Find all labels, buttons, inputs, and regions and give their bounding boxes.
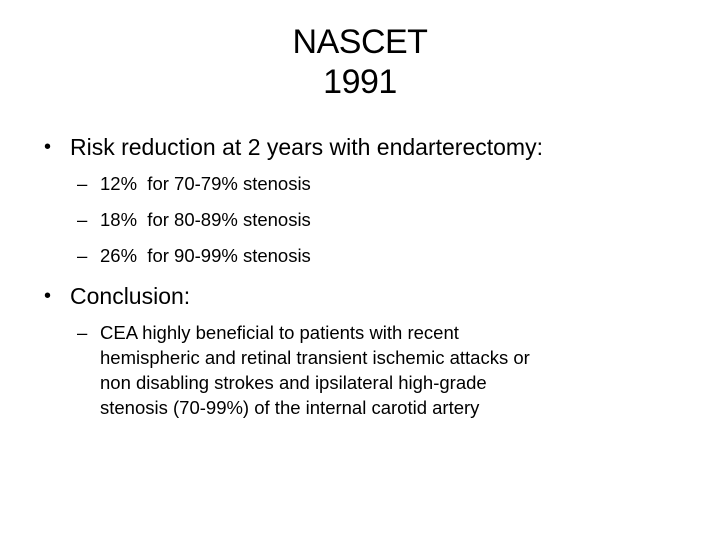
slide-title (0, 22, 720, 102)
bullet-conclusion (44, 280, 684, 312)
subbullet-70-79 (44, 171, 684, 196)
conclusion-line-4: stenosis (70-99%) of the internal carotid artery (100, 397, 480, 418)
subbullet-marker: – (77, 173, 88, 194)
slide-body (44, 131, 684, 420)
subbullet-80-89 (44, 207, 684, 232)
bullet-text: Conclusion: (70, 283, 191, 309)
slide-title-line-1: NASCET (292, 23, 428, 61)
subbullet-text: 12% for 70-79% stenosis (100, 173, 311, 194)
conclusion-line-3: non disabling strokes and ipsilateral high-grade (100, 372, 487, 393)
bullet-risk-reduction (44, 131, 684, 163)
subbullet-text: 18% for 80-89% stenosis (100, 209, 311, 230)
subbullet-90-99 (44, 243, 684, 268)
bullet-marker: • (44, 136, 52, 158)
slide-title-line-2: 1991 (323, 63, 397, 101)
bullet-text: Risk reduction at 2 years with endarterectomy: (70, 134, 543, 160)
subbullet-marker: – (77, 322, 88, 343)
subbullet-marker: – (77, 209, 88, 230)
subbullet-marker: – (77, 245, 88, 266)
subbullet-conclusion-detail (44, 320, 684, 420)
subbullet-text: 26% for 90-99% stenosis (100, 245, 311, 266)
conclusion-line-2: hemispheric and retinal transient ischemic attacks or (100, 347, 530, 368)
conclusion-line-1: CEA highly beneficial to patients with recent (100, 322, 459, 343)
bullet-marker: • (44, 285, 52, 307)
